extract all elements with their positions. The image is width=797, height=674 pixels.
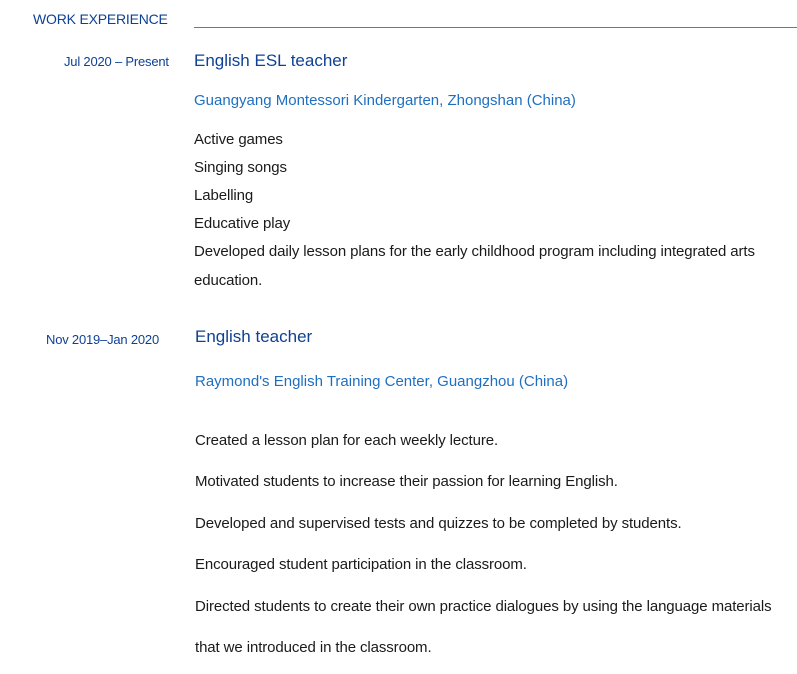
- job-1-employer: Guangyang Montessori Kindergarten, Zhongshan (China): [194, 92, 576, 109]
- job-1-line: Singing songs: [194, 159, 287, 176]
- job-2-line: Created a lesson plan for each weekly lecture.: [195, 432, 499, 449]
- job-2-employer: Raymond's English Training Center, Guangzhou (China): [195, 373, 569, 390]
- job-1-line: education.: [194, 272, 263, 289]
- section-title: WORK EXPERIENCE: [33, 11, 168, 27]
- job-1-date: Jul 2020 – Present: [64, 54, 169, 69]
- job-1-title: English ESL teacher: [194, 51, 348, 70]
- job-2-line: Motivated students to increase their passion for learning English.: [195, 473, 618, 490]
- job-2-line: Developed and supervised tests and quizzes to be completed by students.: [195, 515, 682, 532]
- job-1-line: Developed daily lesson plans for the early childhood program including integrated arts: [194, 243, 755, 260]
- job-1-line: Educative play: [194, 215, 291, 232]
- job-2-title: English teacher: [195, 327, 313, 346]
- job-2-line: Directed students to create their own practice dialogues by using the language materials: [195, 598, 772, 615]
- section-divider: [194, 27, 797, 28]
- job-2-line: Encouraged student participation in the classroom.: [195, 556, 527, 573]
- job-2-line: that we introduced in the classroom.: [195, 639, 432, 656]
- job-1-line: Active games: [194, 131, 283, 148]
- job-1-line: Labelling: [194, 187, 254, 204]
- job-2-date: Nov 2019–Jan 2020: [46, 332, 159, 347]
